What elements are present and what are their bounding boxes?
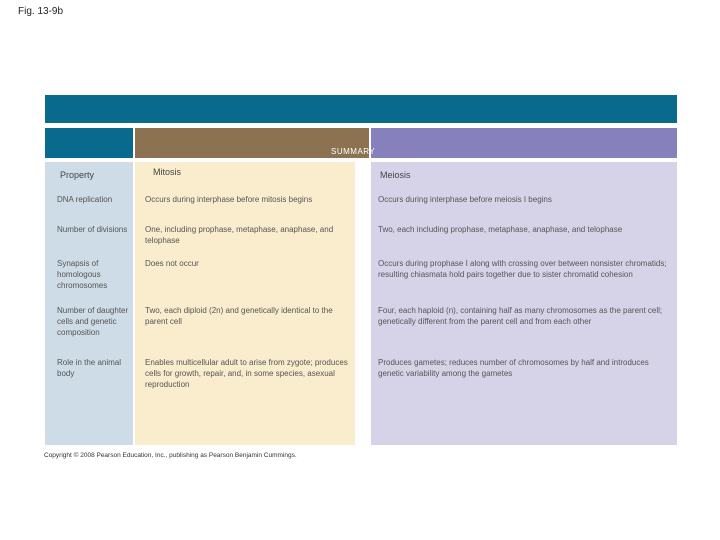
mitosis-header: Mitosis xyxy=(153,167,182,177)
meiosis-column-header-band xyxy=(371,128,677,158)
title-banner xyxy=(45,95,677,123)
row-divisions-mitosis: One, including prophase, metaphase, anaphase, and telophase xyxy=(145,225,334,245)
copyright-notice: Copyright © 2008 Pearson Education, Inc., publishing as Pearson Benjamin Cummings. xyxy=(44,452,297,459)
row-daughter-cells-property: Number of daughter cells and genetic composition xyxy=(57,306,129,337)
meiosis-header: Meiosis xyxy=(380,170,411,180)
property-header: Property xyxy=(60,170,95,180)
row-dna-replication-meiosis: Occurs during interphase before meiosis I begins xyxy=(378,195,552,204)
row-role-property: Role in the animal body xyxy=(57,358,122,378)
row-divisions-meiosis: Two, each including prophase, metaphase, anaphase, and telophase xyxy=(378,225,623,234)
row-synapsis-property: Synapsis of homologous chromosomes xyxy=(57,259,108,290)
row-daughter-cells-mitosis: Two, each diploid (2n) and genetically identical to the parent cell xyxy=(145,306,333,326)
row-role-meiosis: Produces gametes; reduces number of chromosomes by half and introduces genetic variability among the gametes xyxy=(378,358,649,378)
row-dna-replication-property: DNA replication xyxy=(57,195,113,204)
row-daughter-cells-meiosis: Four, each haploid (n), containing half as many chromosomes as the parent cell; genetically different from the parent cell and from each other xyxy=(378,306,663,326)
row-divisions-property: Number of divisions xyxy=(57,225,128,234)
row-dna-replication-mitosis: Occurs during interphase before mitosis begins xyxy=(145,195,313,204)
figure-label: Fig. 13-9b xyxy=(18,6,64,17)
row-synapsis-meiosis: Occurs during prophase I along with crossing over between nonsister chromatids; resulting chiasmata hold pairs together due to sister chromatid cohesion xyxy=(378,259,667,279)
row-role-mitosis: Enables multicellular adult to arise from zygote; produces cells for growth, repair, and, in some species, asexual reproduction xyxy=(145,358,348,389)
summary-label: SUMMARY xyxy=(331,147,376,156)
row-synapsis-mitosis: Does not occur xyxy=(145,259,199,268)
property-column-header-band xyxy=(45,128,133,158)
